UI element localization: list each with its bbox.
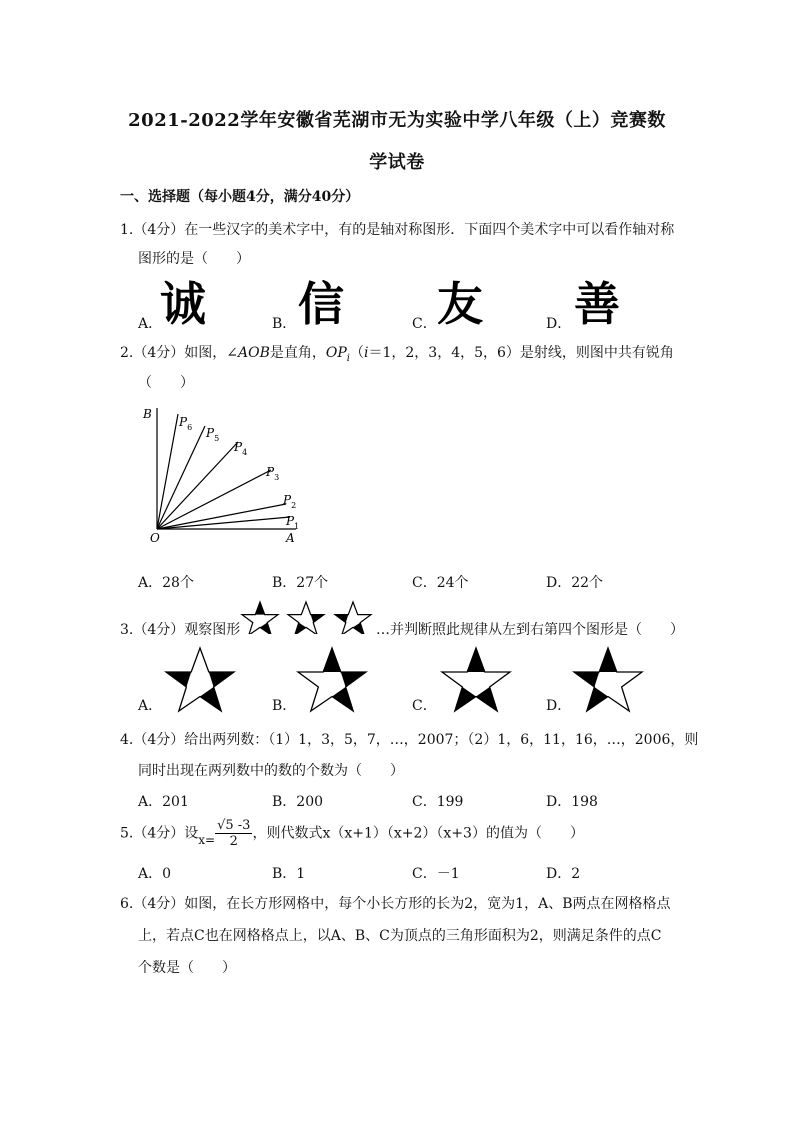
q3-option-a-label: A． (138, 698, 163, 714)
question-5-text: 5.（4分）设x= $\frac{√5 -3}{2}$ ，则代数式x（x+1）（x+2）（x+3）的值为（ ） (120, 818, 584, 849)
q3-option-b-star (292, 645, 372, 715)
q4-option-d: D．198 (546, 794, 598, 810)
question-1-text: 1.（4分）在一些汉字的美术字中，有的是轴对称图形．下面四个美术字中可以看作轴对称 (120, 222, 675, 238)
question-6-text-cont-2: 个数是（ ） (138, 960, 236, 976)
label-p2: $P_2$ (283, 493, 297, 510)
q4-option-b: B．200 (272, 794, 324, 810)
question-6-text-cont-1: 上，若点C也在网格格点上，以A、B、C为顶点的三角形面积为2，则满足条件的点C (138, 928, 662, 944)
q3-option-d-label: D． (546, 698, 572, 714)
label-b: B (143, 407, 152, 421)
q5-option-d: D．2 (546, 866, 581, 882)
q3-option-c-label: C． (412, 698, 437, 714)
sequence-star-1 (242, 602, 278, 634)
q2-option-c: C．24个 (412, 575, 469, 591)
q4-option-c: C．199 (412, 794, 464, 810)
q1-option-a-char: 诚 (160, 277, 206, 331)
q5-option-a: A．0 (138, 866, 172, 882)
q3-sequence-stars (240, 600, 380, 634)
q3-option-a-star (160, 645, 240, 715)
q1-option-c-label: C． (412, 316, 437, 332)
question-3-text-pre: 3.（4分）观察图形 (120, 622, 241, 638)
q1-option-d-label: D． (546, 316, 572, 332)
question-1-text-cont: 图形的是（ ） (138, 251, 250, 267)
label-p6: $P_6$ (179, 415, 193, 432)
q4-option-a: A．201 (138, 794, 189, 810)
q1-option-a-label: A． (138, 316, 163, 332)
question-4-text: 4.（4分）给出两列数：（1）1，3，5，7，…，2007；（2）1，6，11，16，…，2006，则 (120, 732, 699, 748)
section-heading: 一、选择题（每小题4分，满分40分） (120, 189, 360, 205)
ray-op6 (157, 414, 178, 529)
q5-option-b: B．1 (272, 866, 306, 882)
label-p1: $P_1$ (286, 514, 300, 531)
question-2-text-cont: （ ） (138, 375, 194, 391)
label-o: O (150, 531, 160, 545)
q1-option-c-char: 友 (437, 277, 483, 331)
q2-option-d: D．22个 (546, 575, 604, 591)
question-3-text-post: …并判断照此规律从左到右第四个图形是（ ） (376, 622, 684, 638)
q2-option-b: B．27个 (272, 575, 329, 591)
question-6-text: 6.（4分）如图，在长方形网格中，每个小长方形的长为2，宽为1，A、B两点在网格格点 (120, 896, 671, 912)
page-title-line2: 学试卷 (369, 152, 425, 173)
label-p5: $P_5$ (206, 426, 220, 443)
sequence-star-3 (335, 602, 371, 634)
q3-option-b-label: B． (272, 698, 297, 714)
question-2-text: 2.（4分）如图，∠AOB是直角，$OP_i(i=1$，2，3，4，5，6）是射线，则图中共有锐角 (120, 345, 674, 364)
q2-option-a: A．28个 (138, 575, 194, 591)
q5-fraction: $\frac{√5 -3}{2}$ (217, 818, 251, 849)
ray-op5 (157, 426, 205, 529)
q1-option-d-char: 善 (574, 277, 620, 331)
label-a: A (286, 531, 295, 545)
label-p3: $P_3$ (266, 465, 280, 482)
page-title-line1: 2021-2022学年安徽省芜湖市无为实验中学八年级（上）竞赛数 (128, 110, 666, 131)
q1-option-b-char: 信 (298, 277, 344, 331)
label-p4: $P_4$ (234, 440, 248, 457)
question-4-text-cont: 同时出现在两列数中的数的个数为（ ） (138, 763, 404, 779)
q2-angle-figure (138, 400, 308, 550)
q1-option-b-label: B． (272, 316, 297, 332)
q5-option-c: C．－1 (412, 866, 460, 882)
q3-option-c-star (436, 645, 516, 715)
sequence-star-2 (288, 602, 324, 634)
q3-option-d-star (568, 645, 648, 715)
